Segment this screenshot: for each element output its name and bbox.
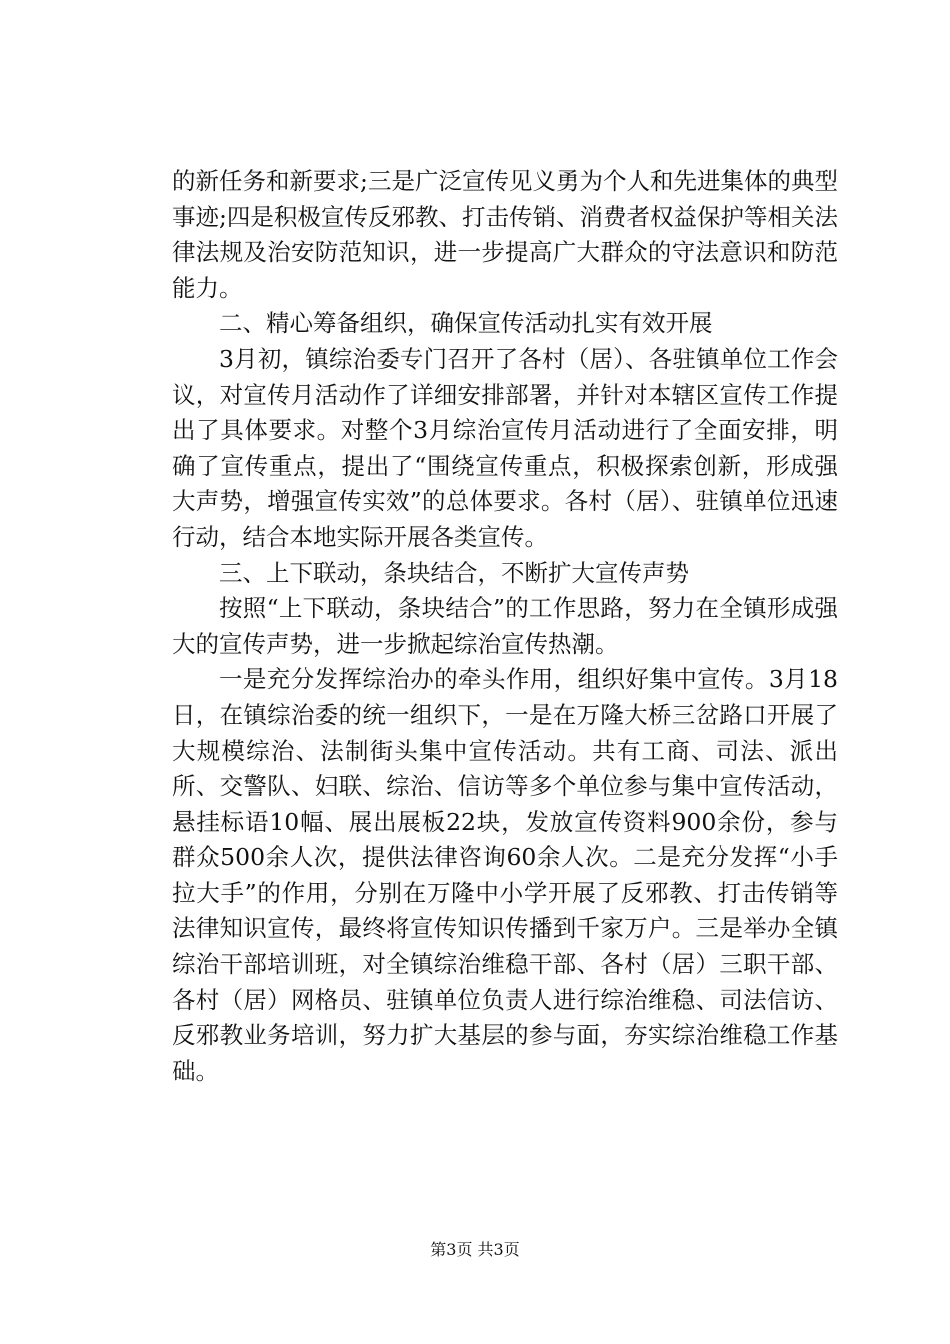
paragraph-5: 按照“上下联动，条块结合”的工作思路，努力在全镇形成强大的宣传声势，进一步掀起综治宣传热潮。 bbox=[172, 594, 838, 658]
page-footer: 第3页 共3页 bbox=[430, 1240, 520, 1259]
section-heading-2: 二、精心筹备组织，确保宣传活动扎实有效开展 bbox=[219, 309, 713, 338]
paragraph-1: 的新任务和新要求;三是广泛宣传见义勇为个人和先进集体的典型事迹;四是积极宣传反邪教、打击传销、消费者权益保护等相关法律法规及治安防范知识，进一步提高广大群众的守法意识和防范能力。 bbox=[172, 167, 838, 302]
paragraph-3: 3月初，镇综治委专门召开了各村（居）、各驻镇单位工作会议，对宣传月活动作了详细安排部署，并针对本辖区宣传工作提出了具体要求。对整个3月综治宣传月活动进行了全面安排，明确了宣传重点，提出了“围绕宣传重点，积极探索创新，形成强大声势，增强宣传实效”的总体要求。各村（居）、驻镇单位迅速行动，结合本地实际开展各类宣传。 bbox=[172, 344, 838, 551]
document-body bbox=[172, 164, 838, 1089]
paragraph-6: 一是充分发挥综治办的牵头作用，组织好集中宣传。3月18日，在镇综治委的统一组织下，一是在万隆大桥三岔路口开展了大规模综治、法制街头集中宣传活动。共有工商、司法、派出所、交警队、妇联、综治、信访等多个单位参与集中宣传活动，悬挂标语10幅、展出展板22块，发放宣传资料900余份，参与群众500余人次，提供法律咨询60余人次。二是充分发挥“小手拉大手”的作用，分别在万隆中小学开展了反邪教、打击传销等法律知识宣传，最终将宣传知识传播到千家万户。三是举办全镇综治干部培训班，对全镇综治维稳干部、各村（居）三职干部、各村（居）网格员、驻镇单位负责人进行综治维稳、司法信访、反邪教业务培训，努力扩大基层的参与面，夯实综治维稳工作基础。 bbox=[172, 665, 838, 1085]
section-heading-3: 三、上下联动，条块结合，不断扩大宣传声势 bbox=[219, 558, 689, 587]
